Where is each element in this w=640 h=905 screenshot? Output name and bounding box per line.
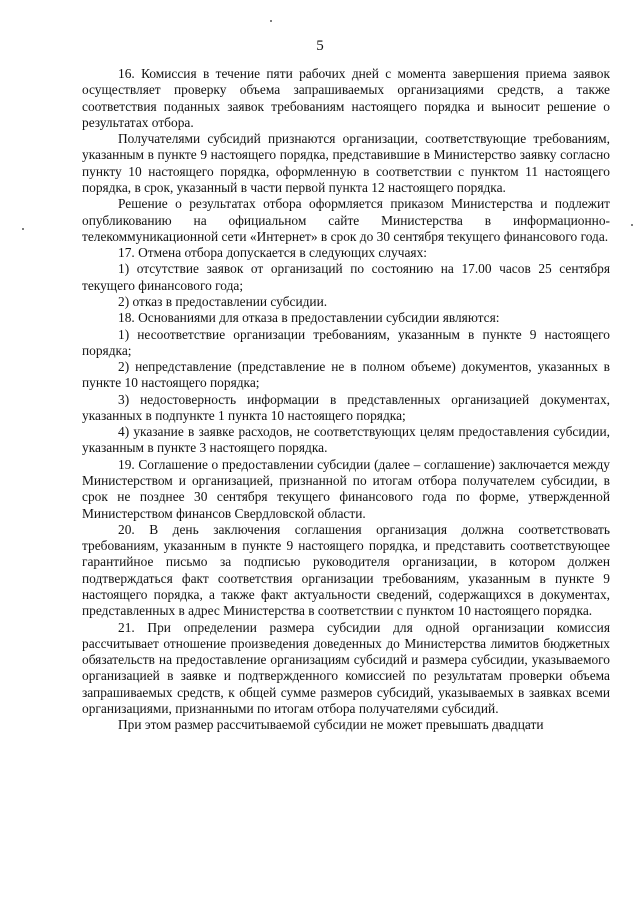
scan-speck [631, 224, 633, 226]
paragraph-21: 21. При определении размера субсидии для одной организации комиссия рассчитывает отношение произведения доведенных до Министерства лимитов бюджетных обязательств на предоставление организациям субсидий и размера субсидии, указываемого организацией в заявке и подтвержденного комиссией по результатам проверки объема запрашиваемых средств, к общей сумме размеров субсидий, указываемых в заявках всеми организациями, признанными по итогам отбора получателями субсидий. [82, 619, 610, 716]
paragraph-17: 17. Отмена отбора допускается в следующих случаях: [118, 245, 427, 261]
paragraph-18-1: 1) несоответствие организации требованиям, указанным в пункте 9 настоящего порядка; [82, 326, 610, 358]
page-number: 5 [316, 38, 324, 54]
paragraph-21-cont: При этом размер рассчитываемой субсидии не может превышать двадцати [118, 717, 544, 733]
paragraph-18: 18. Основаниями для отказа в предоставлении субсидии являются: [118, 310, 500, 326]
paragraph-17-2: 2) отказ в предоставлении субсидии. [118, 293, 328, 309]
paragraph-recipients: Получателями субсидий признаются организации, соответствующие требованиям, указанным в пункте 9 настоящего порядка, представившие в Министерство заявку согласно пункту 10 настоящего порядка, оформленную в соответствии с пунктом 11 настоящего порядка, в срок, указанный в части первой пункта 12 настоящего порядка. [82, 131, 610, 195]
paragraph-18-2: 2) непредставление (представление не в полном объеме) документов, указанных в пункте 10 настоящего порядка; [82, 359, 610, 391]
paragraph-20: 20. В день заключения соглашения организация должна соответствовать требованиям, указанным в пункте 9 настоящего порядка, и представить соответствующее гарантийное письмо за подписью руководителя организации, в котором должен подтверждаться факт соответствия организации требованиям, указанным в пункте 9 настоящего порядка, а также факт актуальности сведений, содержащихся в документах, представленных в адрес Министерства в соответствии с пунктом 10 настоящего порядка. [82, 521, 610, 619]
paragraph-18-4: 4) указание в заявке расходов, не соответствующих целям предоставления субсидии, указанным в пункте 3 настоящего порядка. [82, 424, 610, 456]
document-body [82, 66, 610, 734]
paragraph-16: 16. Комиссия в течение пяти рабочих дней с момента завершения приема заявок осуществляет проверку объема запрашиваемых организациями средств, а также соответствия поданных заявок требованиям настоящего порядка и выносит решение о результатах отбора. [82, 66, 610, 130]
paragraph-17-1: 1) отсутствие заявок от организаций по состоянию на 17.00 часов 25 сентября текущего финансового года; [82, 261, 610, 293]
paragraph-18-3: 3) недостоверность информации в представленных организацией документах, указанных в подпункте 1 пункта 10 настоящего порядка; [82, 391, 610, 423]
scan-speck [270, 20, 272, 22]
paragraph-decision: Решение о результатах отбора оформляется приказом Министерства и подлежит опубликованию на официальном сайте Министерства в информационно-телекоммуникационной сети «Интернет» в срок до 30 сентября текущего финансового года. [82, 196, 610, 244]
scan-speck [22, 228, 24, 230]
paragraph-19: 19. Соглашение о предоставлении субсидии (далее – соглашение) заключается между Министерством и организацией, признанной по итогам отбора получателем субсидии, в срок не позднее 30 сентября текущего финансового года по форме, утвержденной Министерством финансов Свердловской области. [82, 456, 610, 521]
